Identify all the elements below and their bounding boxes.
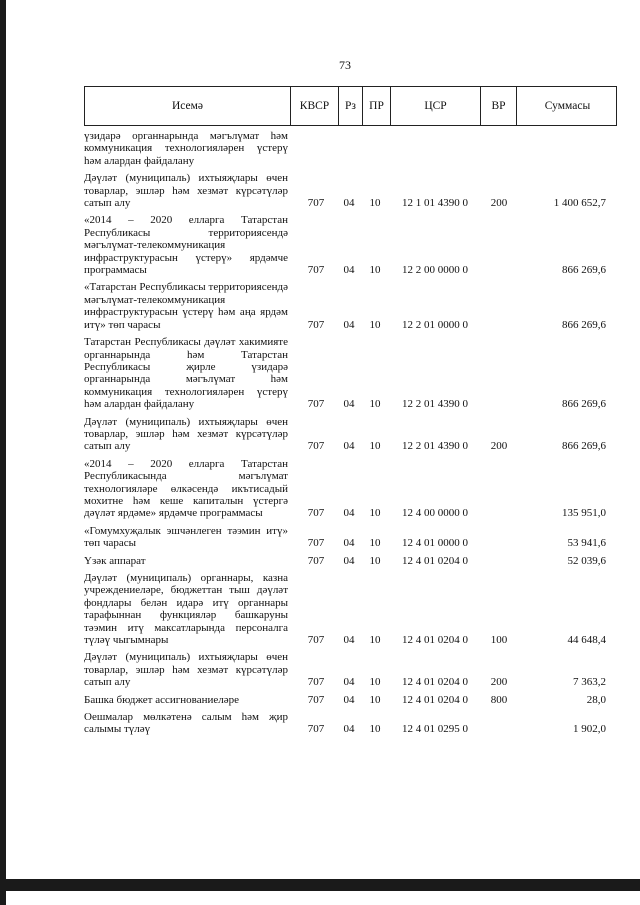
row-kvsr: 707 xyxy=(307,197,325,210)
row-sum: 1 902,0 xyxy=(573,723,606,736)
header-kvsr: КВСР xyxy=(291,87,339,125)
row-pr: 10 xyxy=(369,264,381,277)
header-name: Исемә xyxy=(85,87,291,125)
row-name: Дәүләт (муниципаль) ихтыяҗлары өчен товарлар, эшләр һәм хезмәт күрсәтүләр сатып алу xyxy=(84,415,288,453)
row-sum: 135 951,0 xyxy=(562,507,606,520)
row-kvsr: 707 xyxy=(307,440,325,453)
row-csr: 12 4 01 0204 0 xyxy=(402,554,468,567)
row-rz: 04 xyxy=(343,554,355,567)
row-csr: 12 4 01 0204 0 xyxy=(402,634,468,647)
row-vr: 200 xyxy=(490,197,508,210)
row-pr: 10 xyxy=(369,318,381,331)
table-header xyxy=(84,86,617,126)
row-csr: 12 4 01 0204 0 xyxy=(402,693,468,706)
row-kvsr: 707 xyxy=(307,264,325,277)
row-csr: 12 4 01 0295 0 xyxy=(402,723,468,736)
row-pr: 10 xyxy=(369,197,381,210)
row-vr: 200 xyxy=(490,440,508,453)
row-name: Дәүләт (муниципаль) ихтыяҗлары өчен товарлар, эшләр һәм хезмәт күрсәтүләр сатып алу xyxy=(84,172,288,210)
row-rz: 04 xyxy=(343,398,355,411)
row-rz: 04 xyxy=(343,537,355,550)
table-row xyxy=(84,458,617,520)
row-sum: 44 648,4 xyxy=(567,634,606,647)
row-pr: 10 xyxy=(369,634,381,647)
row-csr: 12 2 01 4390 0 xyxy=(402,398,468,411)
table-row xyxy=(84,651,617,688)
table-row xyxy=(84,525,617,550)
scan-left-edge xyxy=(0,0,6,905)
row-rz: 04 xyxy=(343,197,355,210)
row-name: Дәүләт (муниципаль) ихтыяҗлары өчен товарлар, эшләр һәм хезмәт күрсәтүләр сатып алу xyxy=(84,651,288,689)
row-kvsr: 707 xyxy=(307,318,325,331)
table-row xyxy=(84,214,617,276)
row-kvsr: 707 xyxy=(307,398,325,411)
row-csr: 12 4 01 0000 0 xyxy=(402,537,468,550)
row-rz: 04 xyxy=(343,318,355,331)
page-number: 73 xyxy=(339,58,351,72)
row-pr: 10 xyxy=(369,440,381,453)
header-vr: ВР xyxy=(481,87,517,125)
row-rz: 04 xyxy=(343,634,355,647)
row-sum: 28,0 xyxy=(586,693,606,706)
table-row xyxy=(84,416,617,453)
row-csr: 12 2 01 4390 0 xyxy=(402,440,468,453)
row-kvsr: 707 xyxy=(307,676,325,689)
row-rz: 04 xyxy=(343,693,355,706)
row-kvsr: 707 xyxy=(307,537,325,550)
header-sum: Суммасы xyxy=(544,100,591,112)
row-csr: 12 2 01 0000 0 xyxy=(402,318,468,331)
row-csr: 12 4 01 0204 0 xyxy=(402,676,468,689)
row-kvsr: 707 xyxy=(307,554,325,567)
row-name: «2014 – 2020 елларга Татарстан Республикасында мәгълүмат технологияләре өлкәсендә икътисадый мохитне һәм кеше капиталын үстергә дәүләт ярдәме» ярдәмче программасы xyxy=(84,457,288,520)
row-sum: 866 269,6 xyxy=(562,318,606,331)
table-row xyxy=(84,281,617,331)
row-sum: 52 039,6 xyxy=(567,554,606,567)
row-name: Дәүләт (муниципаль) органнары, казна учреждениеләре, бюджеттан тыш дәүләт фондлары белән идарә итү органнары тарафыннан функцияләр башкаруны тәэмин итү максатларында персоналга түләү чыгымнары xyxy=(84,572,288,647)
header-csr: ЦСР xyxy=(391,87,481,125)
row-pr: 10 xyxy=(369,693,381,706)
header-pr: ПР xyxy=(363,87,391,125)
row-csr: 12 1 01 4390 0 xyxy=(402,197,468,210)
row-vr: 200 xyxy=(490,676,508,689)
header-rz: Рз xyxy=(339,87,363,125)
row-rz: 04 xyxy=(343,507,355,520)
row-name: Башка бюджет ассигнованиеләре xyxy=(84,693,239,706)
row-pr: 10 xyxy=(369,537,381,550)
row-rz: 04 xyxy=(343,440,355,453)
row-name: Оешмалар мөлкәтенә салым һәм җир салымы түләү xyxy=(84,711,288,736)
table-row xyxy=(84,336,617,410)
row-rz: 04 xyxy=(343,723,355,736)
row-rz: 04 xyxy=(343,264,355,277)
table-body xyxy=(84,130,617,741)
row-rz: 04 xyxy=(343,676,355,689)
row-kvsr: 707 xyxy=(307,507,325,520)
row-pr: 10 xyxy=(369,723,381,736)
row-name: үзидарә органнарында мәгълүмат һәм коммуникация технологияләрен үстерү һәм алардан файдалану xyxy=(84,130,288,167)
table-row xyxy=(84,555,617,567)
table-row xyxy=(84,130,617,167)
row-name: «2014 – 2020 елларга Татарстан Республикасы территориясендә мәгълүмат-телекоммуникация инфраструктурасын үстерү» ярдәмче программасы xyxy=(84,214,288,277)
row-name: «Татарстан Республикасы территориясендә мәгълүмат-телекоммуникация инфраструктурасын үстерү һәм аңа ярдәм итү» төп чарасы xyxy=(84,281,288,331)
row-sum: 866 269,6 xyxy=(562,440,606,453)
row-kvsr: 707 xyxy=(307,723,325,736)
row-name: Татарстан Республикасы дәүләт хакимияте органнарында һәм Татарстан Республикасы җирле үзидарә органнарында мәгълүмат һәм коммуникация технологияләрен үстерү һәм алардан файдалану xyxy=(84,336,288,411)
table-row xyxy=(84,572,617,646)
row-pr: 10 xyxy=(369,554,381,567)
row-sum: 1 400 652,7 xyxy=(553,197,606,210)
row-kvsr: 707 xyxy=(307,693,325,706)
table-row xyxy=(84,711,617,736)
row-sum: 866 269,6 xyxy=(562,398,606,411)
table-row xyxy=(84,694,617,706)
row-name: Үзәк аппарат xyxy=(84,554,146,567)
row-name: «Гомумхуҗалык эшчәнлеген тәэмин итү» төп чарасы xyxy=(84,524,288,550)
row-pr: 10 xyxy=(369,507,381,520)
row-vr: 100 xyxy=(490,634,508,647)
row-csr: 12 2 00 0000 0 xyxy=(402,264,468,277)
row-kvsr: 707 xyxy=(307,634,325,647)
row-vr: 800 xyxy=(490,693,508,706)
row-sum: 7 363,2 xyxy=(573,676,606,689)
row-sum: 53 941,6 xyxy=(567,537,606,550)
row-pr: 10 xyxy=(369,398,381,411)
table-row xyxy=(84,172,617,209)
row-sum: 866 269,6 xyxy=(562,264,606,277)
scan-bottom-edge xyxy=(0,879,640,891)
row-csr: 12 4 00 0000 0 xyxy=(402,507,468,520)
row-pr: 10 xyxy=(369,676,381,689)
